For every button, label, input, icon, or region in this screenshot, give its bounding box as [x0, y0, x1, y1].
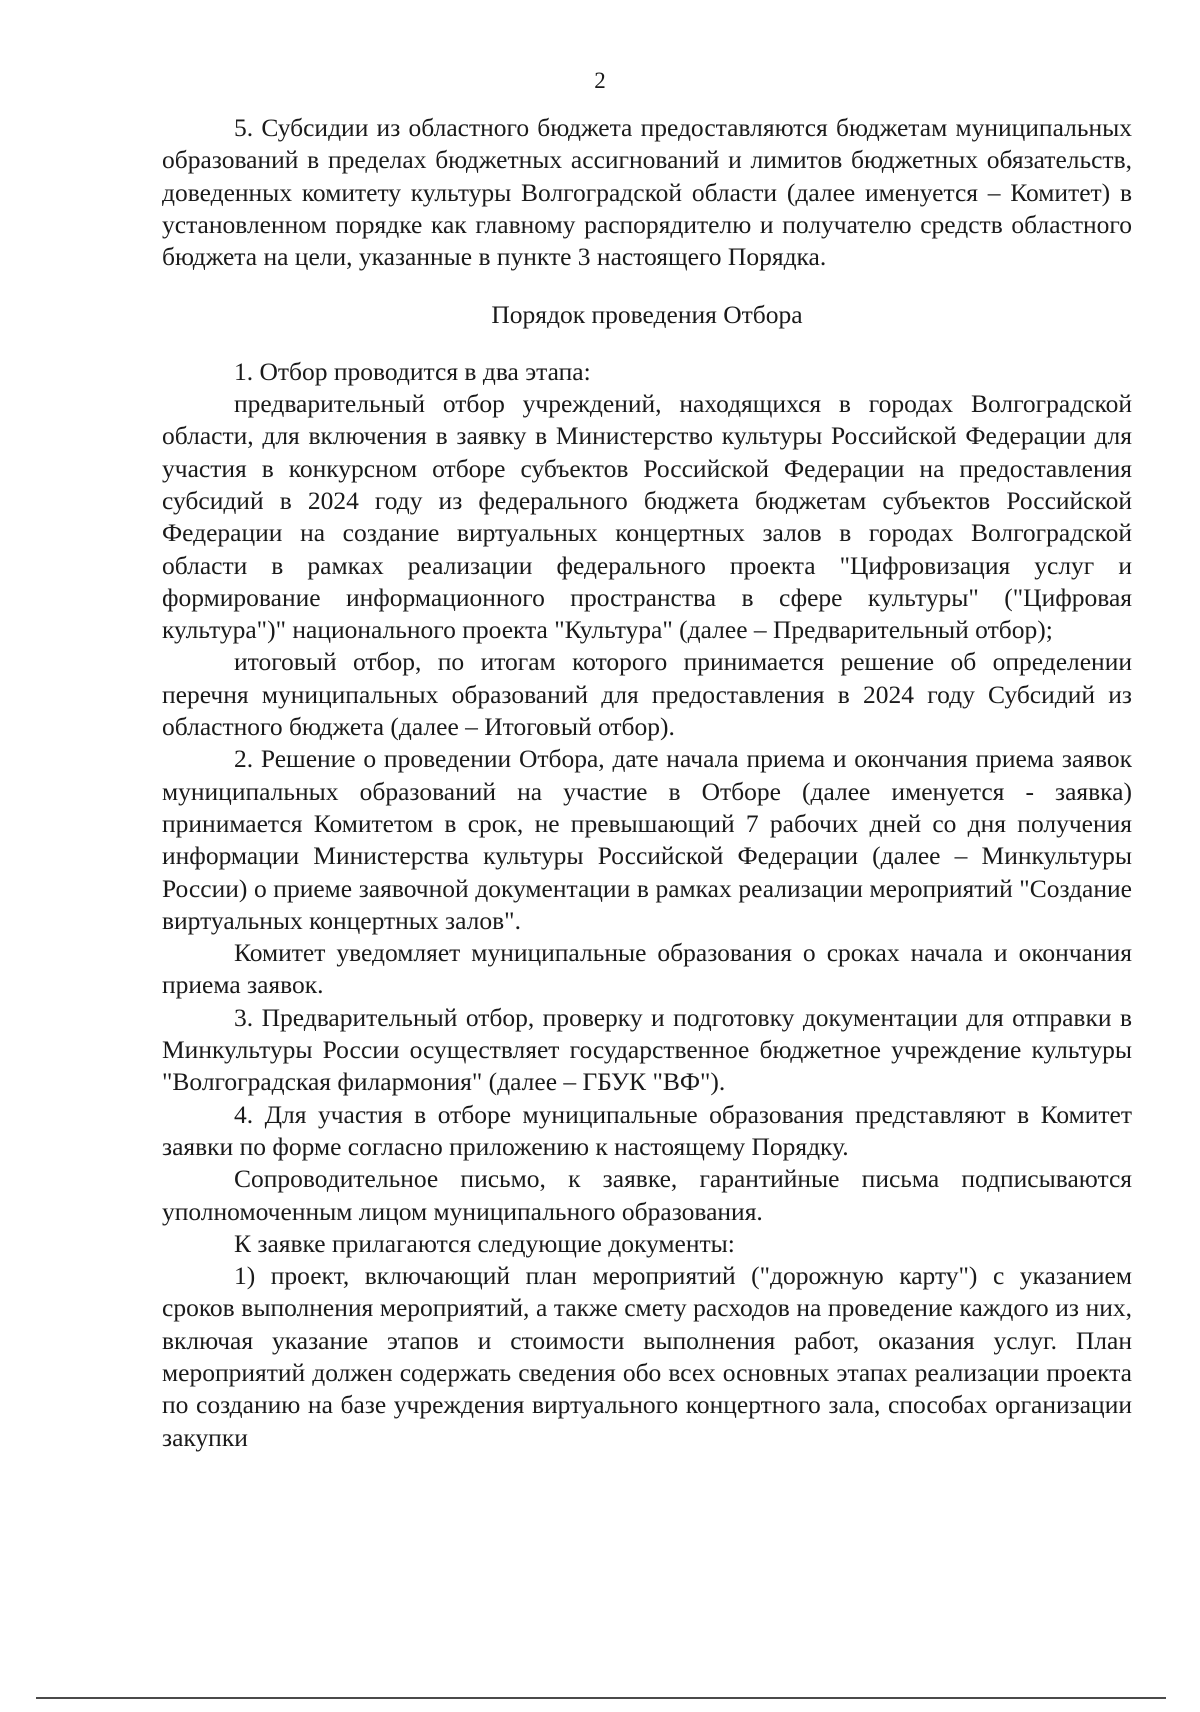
paragraph-notification: Комитет уведомляет муниципальные образования о сроках начала и окончания приема заявок. [162, 938, 1132, 1000]
section-heading: Порядок проведения Отбора [491, 300, 803, 330]
bottom-edge-line [36, 1697, 1166, 1699]
document-body [162, 112, 1132, 1454]
paragraph-decision: 2. Решение о проведении Отбора, дате начала приема и окончания приема заявок муниципальных образований на участие в Отборе (далее именуется - заявка) принимается Комитетом в срок, не превышающий 7 рабочих дней со дня получения информации Министерства культуры Российской Федерации (далее – Минкультуры России) о приеме заявочной документации в рамках реализации мероприятий "Создание виртуальных концертных залов". [162, 744, 1132, 935]
page-number: 2 [594, 68, 606, 93]
paragraph-stages: 1. Отбор проводится в два этапа: [234, 356, 591, 386]
paragraph-applications: 4. Для участия в отборе муниципальные образования представляют в Комитет заявки по форме согласно приложению к настоящему Порядку. [162, 1099, 1132, 1161]
paragraph-preliminary-selection: предварительный отбор учреждений, находящихся в городах Волгоградской области, для включения в заявку в Министерство культуры Российской Федерации для участия в конкурсном отборе субъектов Российской Федерации на предоставления субсидий в 2024 году из федерального бюджета бюджетам субъектов Российской Федерации на создание виртуальных концертных залов в городах Волгоградской области в рамках реализации федерального проекта "Цифровизация услуг и формирование информационного пространства в сфере культуры" ("Цифровая культура")" национального проекта "Культура" (далее – Предварительный отбор); [162, 389, 1132, 645]
paragraph-final-selection: итоговый отбор, по итогам которого принимается решение об определении перечня муниципальных образований для предоставления в 2024 году Субсидий из областного бюджета (далее – Итоговый отбор). [162, 647, 1132, 742]
paragraph-project-plan: 1) проект, включающий план мероприятий ("дорожную карту") с указанием сроков выполнения мероприятий, а также смету расходов на проведение каждого из них, включая указание этапов и стоимости выполнения работ, оказания услуг. План мероприятий должен содержать сведения обо всех основных этапах реализации проекта по созданию на базе учреждения виртуального концертного зала, способах организации закупки [162, 1261, 1132, 1452]
paragraph-cover-letter: Сопроводительное письмо, к заявке, гарантийные письма подписываются уполномоченным лицом муниципального образования. [162, 1164, 1132, 1226]
paragraph-documentation: 3. Предварительный отбор, проверку и подготовку документации для отправки в Минкультуры России осуществляет государственное бюджетное учреждение культуры "Волгоградская филармония" (далее – ГБУК "ВФ"). [162, 1002, 1132, 1097]
paragraph-subsidies-budget: 5. Субсидии из областного бюджета предоставляются бюджетам муниципальных образований в пределах бюджетных ассигнований и лимитов бюджетных обязательств, доведенных комитету культуры Волгоградской области (далее именуется – Комитет) в установленном порядке как главному распорядителю и получателю средств областного бюджета на цели, указанные в пункте 3 настоящего Порядка. [162, 113, 1132, 272]
paragraph-attachments: К заявке прилагаются следующие документы: [234, 1228, 735, 1258]
